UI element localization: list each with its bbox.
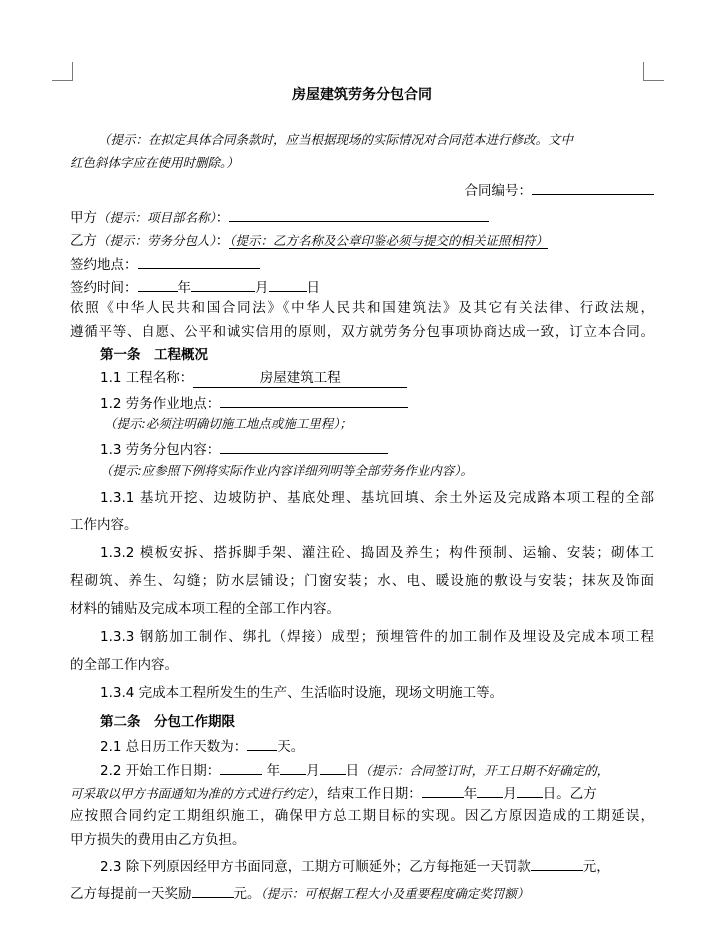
end-date-label: ，结束工作日期： [313, 786, 422, 802]
sign-place-line [70, 253, 654, 275]
work-scope-line [100, 438, 654, 460]
start-day-blank[interactable] [320, 759, 346, 775]
reward-hint: （提示：可根据工程大小及重要程度确定奖罚额） [260, 886, 530, 901]
project-name-line [100, 368, 654, 388]
project-name-value[interactable]: 房屋建筑工程 [193, 370, 407, 388]
article-1-heading: 第一条 工程概况 [100, 347, 208, 363]
bonus-line: 乙方每提前一天奖励 元。（提示：可根据工程大小及重要程度确定奖罚额） [70, 882, 654, 904]
article-2-heading: 第二条 分包工作期限 [100, 714, 235, 730]
schedule-line-4: 甲方损失的费用由乙方负担。 [70, 832, 246, 848]
schedule-line-3: 应按照合同约定工期组织施工，确保甲方总工期目标的实现。因乙方原因造成的工期延误， [70, 808, 654, 824]
contract-number-line [70, 179, 654, 201]
total-days-blank[interactable] [247, 735, 277, 751]
end-month-blank[interactable] [477, 782, 503, 798]
start-date-hint-a: （提示：合同签订时，开工日期不好确定的， [359, 763, 610, 778]
total-days-label: 2.1 总日历工作天数为： [100, 739, 248, 755]
penalty-amount-blank[interactable] [531, 855, 583, 871]
work-scope-blank[interactable] [220, 438, 388, 454]
item-1-3-2-line-1: 1.3.2 模板安拆、搭拆脚手架、灌注砼、捣固及养生；构件预制、运输、安装；砌体工 [100, 545, 654, 561]
crop-mark-top-left [52, 62, 73, 81]
party-a-line: 甲方（提示：项目部名称）： [70, 206, 654, 228]
party-a-hint: （提示：项目部名称） [97, 210, 216, 225]
work-scope-label: 1.3 劳务分包内容： [100, 442, 221, 458]
end-year-blank[interactable] [422, 782, 464, 798]
work-scope-hint: （提示:应参照下例将实际作业内容详细列明等全部劳务作业内容）。 [100, 463, 473, 478]
sign-place-label: 签约地点： [70, 257, 138, 273]
contract-number-blank[interactable] [532, 179, 654, 195]
work-location-line [100, 392, 654, 414]
item-1-3-2-line-3: 材料的铺贴及完成本项工程的全部工作内容。 [70, 601, 340, 617]
sign-time-label: 签约时间： [70, 280, 138, 296]
sign-year-blank[interactable] [138, 276, 178, 292]
party-b-line: 乙方（提示：劳务分包人）：（提示：乙方名称及公章印鉴必须与提交的相关证照相符） [70, 233, 549, 249]
start-year-blank[interactable] [220, 759, 262, 775]
intro-hint-line-1: （提示：在拟定具体合同条款时，应当根据现场的实际情况对合同范本进行修改。文中 [98, 132, 574, 147]
penalty-line: 2.3 除下列原因经甲方书面同意，工期方可顺延外；乙方每拖延一天罚款 元， [100, 855, 654, 877]
work-location-label: 1.2 劳务作业地点： [100, 396, 221, 412]
preamble-line-2: 遵循平等、自愿、公平和诚实信用的原则，双方就劳务分包事项协商达成一致，订立本合同。 [70, 324, 654, 340]
document-title: 房屋建筑劳务分包合同 [292, 87, 432, 103]
start-date-hint-b: 可采取以甲方书面通知为准的方式进行约定） [70, 786, 314, 801]
work-location-blank[interactable] [220, 392, 408, 408]
party-a-blank[interactable] [229, 206, 489, 222]
sign-month-blank[interactable] [191, 276, 255, 292]
item-1-3-3-line-1: 1.3.3 钢筋加工制作、绑扎（焊接）成型；预埋管件的加工制作及埋设及完成本项工程 [100, 629, 654, 645]
total-days-line: 2.1 总日历工作天数为： 天。 [100, 735, 654, 757]
work-location-hint: （提示:必须注明确切施工地点或施工里程）； [104, 416, 352, 431]
item-1-3-1-line-1: 1.3.1 基坑开挖、边坡防护、基底处理、基坑回填、余土外运及完成路本项工程的全部 [100, 490, 654, 506]
crop-mark-top-right [643, 62, 664, 81]
sign-time-line: 签约时间： 年 月 日 [70, 276, 654, 298]
item-1-3-2-line-2: 程砌筑、养生、勾缝；防水层铺设；门窗安装；水、电、暖设施的敷设与安装；抹灰及饰面 [70, 573, 654, 589]
end-day-blank[interactable] [517, 782, 543, 798]
end-date-line: 可采取以甲方书面通知为准的方式进行约定），结束工作日期： 年 月 日。乙方 [70, 782, 654, 804]
bonus-text: 乙方每提前一天奖励 [70, 886, 192, 902]
item-1-3-4: 1.3.4 完成本工程所发生的生产、生活临时设施，现场文明施工等。 [100, 685, 504, 701]
sign-day-blank[interactable] [269, 276, 307, 292]
bonus-amount-blank[interactable] [192, 882, 234, 898]
start-date-label: 2.2 开始工作日期： [100, 763, 221, 779]
sign-place-blank[interactable] [138, 253, 260, 269]
item-1-3-3-line-2: 的全部工作内容。 [70, 657, 178, 673]
party-b-hint: （提示：劳务分包人） [97, 233, 216, 248]
item-1-3-1-line-2: 工作内容。 [70, 517, 138, 533]
start-date-line: 2.2 开始工作日期： 年 月 日（提示：合同签订时，开工日期不好确定的， [100, 759, 654, 781]
party-b-label: 乙方 [70, 233, 97, 249]
intro-hint-line-2: 红色斜体字应在使用时删除。） [70, 155, 239, 170]
start-month-blank[interactable] [280, 759, 306, 775]
party-b-blank-hint[interactable]: （提示：乙方名称及公章印鉴必须与提交的相关证照相符） [229, 233, 549, 248]
party-a-label: 甲方 [70, 210, 97, 226]
project-name-label: 1.1 工程名称： [100, 370, 194, 386]
contract-number-label: 合同编号： [464, 183, 532, 199]
preamble-line-1: 依照《中华人民共和国合同法》《中华人民共和国建筑法》及其它有关法律、行政法规， [70, 300, 654, 316]
penalty-text: 2.3 除下列原因经甲方书面同意，工期方可顺延外；乙方每拖延一天罚款 [100, 859, 531, 875]
